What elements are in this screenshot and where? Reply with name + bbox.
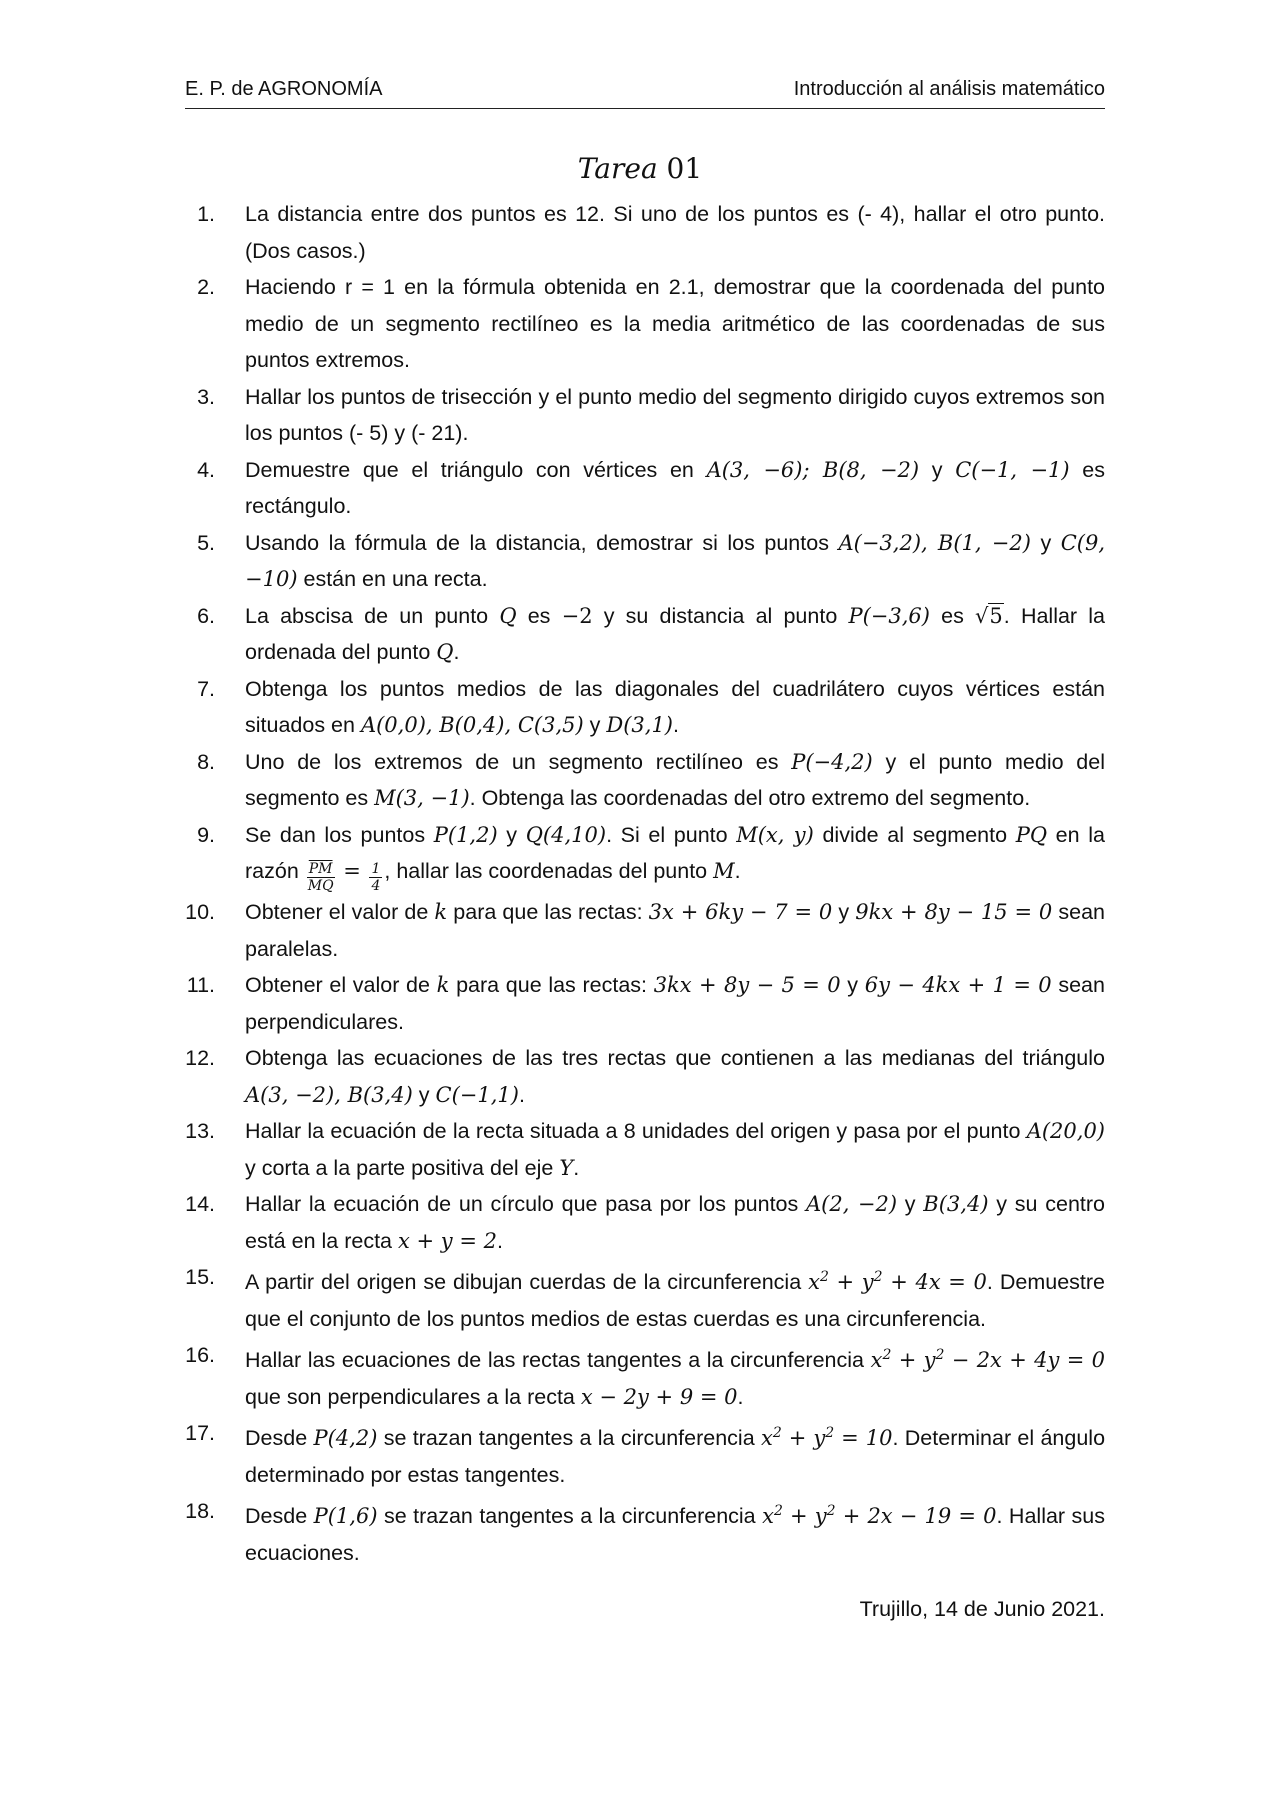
header-school: E. P. de AGRONOMÍA [185,78,383,100]
ratio-value-fraction: $\frac{1}{4}$ [371,861,381,894]
exercise-number: 18. [185,1499,215,1523]
exercise-text: Uno de los extremos de un segmento rectilíneo es P(−4,2) y el punto medio del segmento es M(3, −1). Obtenga las coordenadas del otro extremo del segmento. [245,749,1105,810]
exercise-text: Demuestre que el triángulo con vértices en A(3, −6); B(8, −2) y C(−1, −1) es rectángulo. [245,457,1106,518]
exercise-15 [185,1259,1105,1337]
exercise-text: Obtener el valor de k para que las rectas: 3x + 6ky − 7 = 0 y 9kx + 8y − 15 = 0 sean paralelas. [245,900,1105,961]
exercise-11 [185,967,1105,1040]
exercise-5 [185,525,1105,598]
exercise-text: Desde P(1,6) se trazan tangentes a la circunferencia $x^2 + y^2 + 2x - 19 = 0$. Hallar sus ecuaciones. [245,1503,1105,1565]
exercise-2 [185,269,1105,379]
page-header [185,78,1105,109]
exercise-number: 9. [197,822,215,847]
exercise-number: 11. [186,973,215,997]
title-number: 01 [666,152,703,185]
exercise-text: Hallar la ecuación de un círculo que pasa por los puntos A(2, −2) y B(3,4) y su centro está en la recta x + y = 2. [245,1192,1105,1253]
exercise-text: A partir del origen se dibujan cuerdas de la circunferencia $x^2 + y^2 + 4x = 0$. Demuestre que el conjunto de los puntos medios de estas cuerdas es una circunferencia. [245,1269,1105,1331]
exercise-number: 16. [185,1343,215,1367]
exercise-text: Haciendo r = 1 en la fórmula obtenida en 2.1, demostrar que la coordenada del punto medio de un segmento rectilíneo es la media aritmético de las coordenadas de sus puntos extremos. [245,275,1105,372]
exercise-number: 13. [185,1119,215,1143]
exercise-text: Obtener el valor de k para que las rectas: 3kx + 8y − 5 = 0 y 6y − 4kx + 1 = 0 sean perpendiculares. [245,973,1105,1034]
exercise-6 [185,598,1105,671]
exercise-text: Desde P(4,2) se trazan tangentes a la circunferencia $x^2 + y^2 = 10$. Determinar el ángulo determinado por estas tangentes. [245,1425,1106,1487]
exercise-number: 8. [197,749,215,774]
exercise-9 [185,817,1105,895]
exercise-number: 5. [197,530,215,555]
exercise-1 [185,196,1105,269]
title-word: Tarea [577,152,658,185]
exercise-text: La abscisa de un punto Q es −2 y su distancia al punto P(−3,6) es √5. Hallar la ordenada del punto Q. [245,603,1106,664]
exercise-number: 17. [185,1421,215,1445]
exercise-18 [185,1493,1105,1571]
exercise-13 [185,1113,1105,1186]
exercise-number: 1. [197,202,215,226]
header-course: Introducción al análisis matemático [793,78,1105,100]
exercise-number: 15. [185,1265,215,1289]
exercise-8 [185,744,1105,817]
square-root: √5 [975,603,1003,628]
exercise-12 [185,1040,1105,1113]
exercise-10 [185,894,1105,967]
exercise-7 [185,671,1105,744]
exercise-3 [185,379,1105,452]
exercise-number: 7. [197,676,215,701]
exercise-text: Obtenga las ecuaciones de las tres rectas que contienen a las medianas del triángulo A(3, −2), B(3,4) y C(−1,1). [245,1046,1105,1107]
ratio-fraction: $\frac{\overline{PM}}{MQ}$ [307,861,334,894]
exercise-text: Se dan los puntos P(1,2) y Q(4,10). Si el punto M(x, y) divide al segmento PQ en la razón $\frac{\overline{PM}}{MQ}$ = $\frac{1}{4}$ , hallar las coordenadas del punto M. [245,822,1105,894]
exercise-number: 4. [197,457,215,482]
exercise-4 [185,452,1105,525]
exercise-16 [185,1337,1105,1415]
exercise-number: 3. [197,384,215,409]
exercise-number: 14. [185,1192,215,1216]
exercise-text: Hallar la ecuación de la recta situada a 8 unidades del origen y pasa por el punto A(20,0) y corta a la parte positiva del eje Y. [245,1119,1105,1180]
exercise-text: Hallar las ecuaciones de las rectas tangentes a la circunferencia $x^2 + y^2 - 2x + 4y = 0$ que son perpendiculares a la recta x − 2y + 9 = 0. [245,1347,1105,1409]
place-date: Trujillo, 14 de Junio 2021. [859,1597,1105,1621]
exercise-number: 2. [197,275,215,299]
exercise-text: Usando la fórmula de la distancia, demostrar si los puntos A(−3,2), B(1, −2) y C(9, −10) están en una recta. [245,530,1106,591]
exercise-17 [185,1415,1105,1493]
exercise-number: 10. [185,900,215,924]
exercise-number: 12. [185,1046,215,1070]
exercise-text: La distancia entre dos puntos es 12. Si uno de los puntos es (- 4), hallar el otro punto. (Dos casos.) [245,202,1105,263]
exercise-list [185,196,1105,1571]
assignment-title [0,152,1280,185]
exercise-number: 6. [197,603,215,628]
exercise-14 [185,1186,1105,1259]
exercise-text: Hallar los puntos de trisección y el punto medio del segmento dirigido cuyos extremos son los puntos (- 5) y (- 21). [245,384,1105,445]
exercise-text: Obtenga los puntos medios de las diagonales del cuadrilátero cuyos vértices están situados en A(0,0), B(0,4), C(3,5) y D(3,1). [245,676,1105,737]
